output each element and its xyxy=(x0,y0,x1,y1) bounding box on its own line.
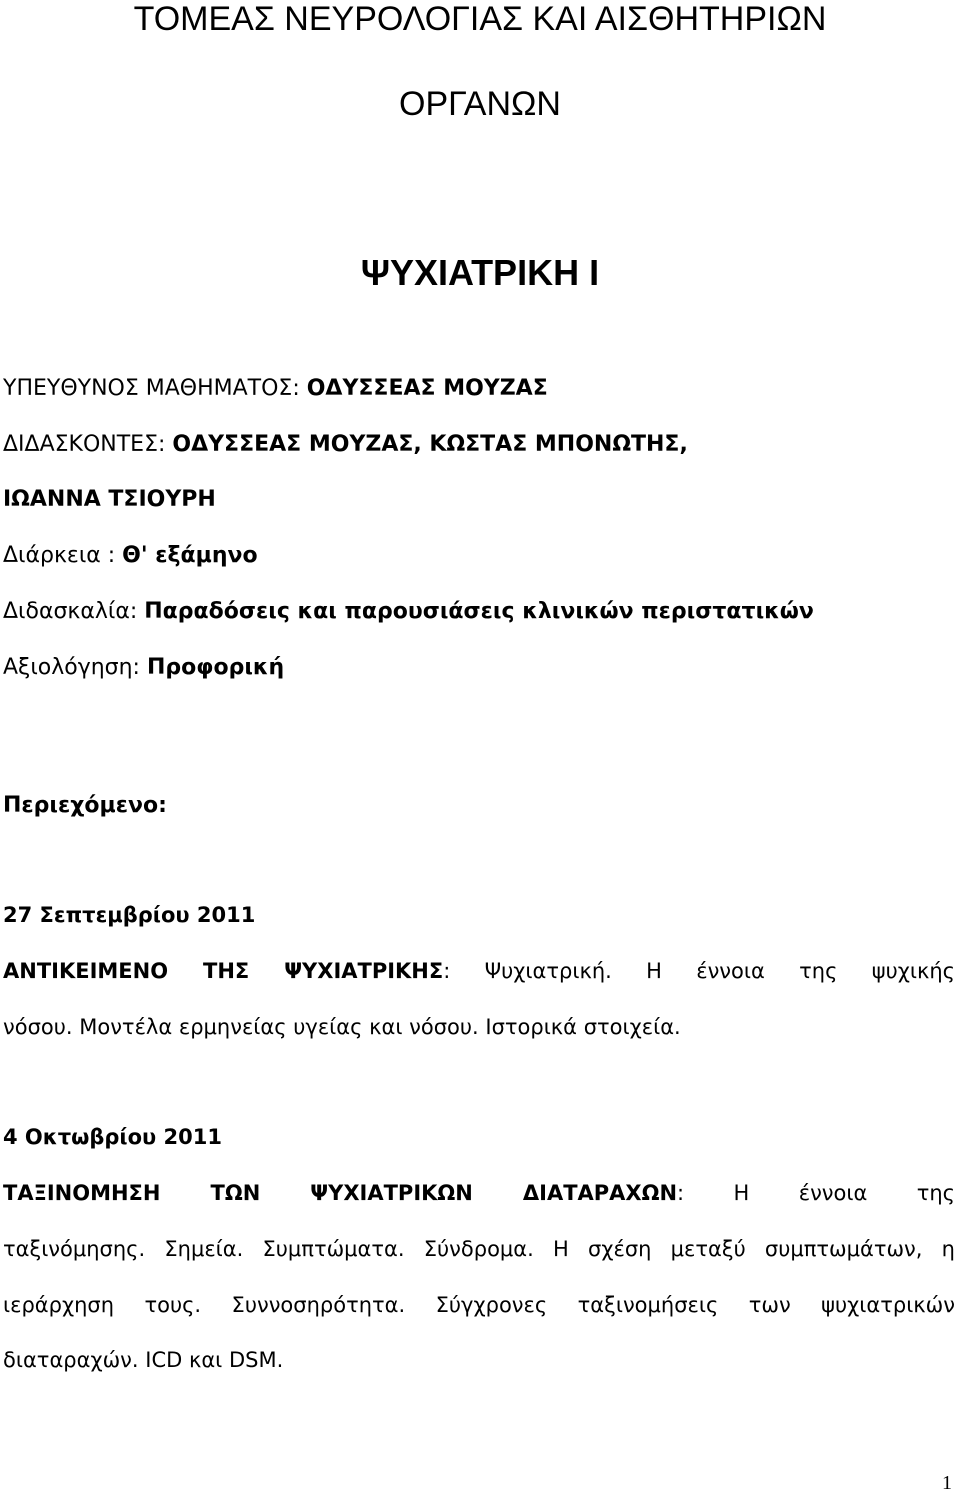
duration-value: Θ' εξάμηνο xyxy=(122,543,258,568)
teachers-value-line2: ΙΩΑΝΝΑ ΤΣΙΟΥΡΗ xyxy=(3,487,216,512)
teaching-value: Παραδόσεις και παρουσιάσεις κλινικών περιστατικών xyxy=(144,599,814,624)
session-2-topic: ΤΑΞΙΝΟΜΗΣΗ ΤΩΝ ΨΥΧΙΑΤΡΙΚΩΝ ΔΙΑΤΑΡΑΧΩΝ xyxy=(3,1181,678,1205)
responsible-value: ΟΔΥΣΣΕΑΣ ΜΟΥΖΑΣ xyxy=(306,376,548,401)
duration-line xyxy=(3,545,258,567)
session-2-desc-line4: διαταραχών. ICD και DSM. xyxy=(3,1348,284,1372)
session-2-date: 4 Οκτωβρίου 2011 xyxy=(3,1125,222,1149)
department-title-line2: ΟΡΓΑΝΩΝ xyxy=(399,85,561,123)
page-number: 1 xyxy=(942,1472,952,1494)
teachers-value-line1: ΟΔΥΣΣΕΑΣ ΜΟΥΖΑΣ, ΚΩΣΤΑΣ ΜΠΟΝΩΤΗΣ, xyxy=(172,432,688,457)
session-2-topic-line xyxy=(3,1183,955,1204)
course-title: ΨΥΧΙΑΤΡΙΚΗ Ι xyxy=(360,252,600,293)
evaluation-label: Αξιολόγηση: xyxy=(3,655,147,680)
session-2-desc-line3: ιεράρχηση τους. Συννοσηρότητα. Σύγχρονες ταξινομήσεις των ψυχιατρικών xyxy=(3,1293,955,1317)
teaching-line xyxy=(3,601,814,623)
session-1-topic: ΑΝΤΙΚΕΙΜΕΝΟ ΤΗΣ ΨΥΧΙΑΤΡΙΚΗΣ xyxy=(3,959,444,983)
session-2-desc-line2: ταξινόμησης. Σημεία. Συμπτώματα. Σύνδρομα. Η σχέση μεταξύ συμπτωμάτων, η xyxy=(3,1237,955,1261)
department-title-line1: ΤΟΜΕΑΣ ΝΕΥΡΟΛΟΓΙΑΣ ΚΑΙ ΑΙΣΘΗΤΗΡΙΩΝ xyxy=(133,0,827,38)
responsible-line xyxy=(3,378,548,400)
teachers-line xyxy=(3,434,688,456)
session-1-desc-line1: : Ψυχιατρική. Η έννοια της ψυχικής xyxy=(443,959,955,983)
responsible-label: ΥΠΕΥΘΥΝΟΣ ΜΑΘΗΜΑΤΟΣ: xyxy=(3,376,307,401)
session-1-desc-line2: νόσου. Μοντέλα ερμηνείας υγείας και νόσου. Ιστορικά στοιχεία. xyxy=(3,1015,681,1039)
teaching-label: Διδασκαλία: xyxy=(3,599,145,624)
session-1-topic-line xyxy=(3,961,955,982)
teachers-label: ΔΙΔΑΣΚΟΝΤΕΣ: xyxy=(3,432,173,457)
session-1-date: 27 Σεπτεμβρίου 2011 xyxy=(3,903,256,927)
duration-label: Διάρκεια : xyxy=(3,543,123,568)
session-2-desc-line1: : Η έννοια της xyxy=(677,1181,956,1205)
contents-heading: Περιεχόμενο: xyxy=(3,793,167,818)
evaluation-value: Προφορική xyxy=(146,655,285,680)
evaluation-line xyxy=(3,657,284,679)
